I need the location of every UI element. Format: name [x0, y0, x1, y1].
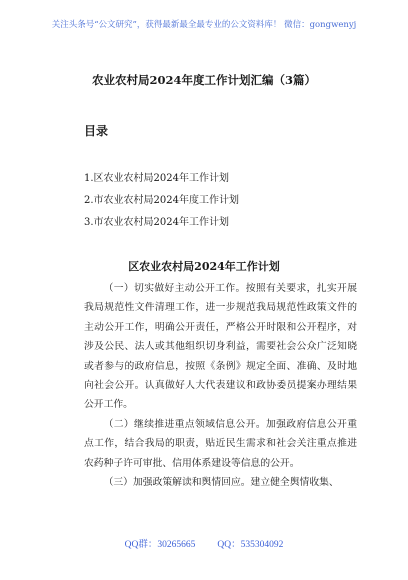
promo-banner: 关注头条号“公文研究”，获得最新最全最专业的公文资料库！ 微信：gongwenyj — [51, 20, 357, 30]
section-title: 区农业农村局2024年工作计划 — [128, 260, 280, 273]
toc-item: 2.市农业农村局2024年度工作计划 — [84, 195, 239, 206]
paragraph: （三）加强政策解读和舆情回应。建立健全舆情收集、 — [103, 477, 339, 489]
paragraph: （二）继续推进重点领域信息公开。加强政府信息公开重点工作，结合我局的职责，贴近民生需求和社会关注重点推进农药种子许可审批、信用体系建设等信息的公开。 — [84, 418, 357, 469]
document-body — [84, 279, 357, 492]
table-of-contents — [84, 168, 239, 234]
contact-footer — [0, 536, 408, 550]
qq-group-number: QQ群：30265665 — [124, 540, 196, 550]
toc-heading: 目录 — [84, 124, 109, 138]
toc-item: 1.区农业农村局2024年工作计划 — [84, 173, 229, 184]
toc-item: 3.市农业农村局2024年工作计划 — [84, 217, 229, 228]
paragraph: （一）切实做好主动公开工作。按照有关要求，扎实开展我局规范性文件清理工作，进一步规范我局规范性政策文件的主动公开工作，明确公开责任，严格公开时限和公开程序，对涉及公民、法人或其他组织切身利益，需要社会公众广泛知晓或者参与的政府信息，按照《条例》规定全面、准确、及时地向社会公开。认真做好人大代表建议和政协委员提案办理结果公开工作。 — [84, 283, 357, 411]
document-title: 农业农村局2024年度工作计划汇编（3篇） — [91, 73, 316, 87]
qq-number: QQ：535304092 — [217, 540, 284, 550]
